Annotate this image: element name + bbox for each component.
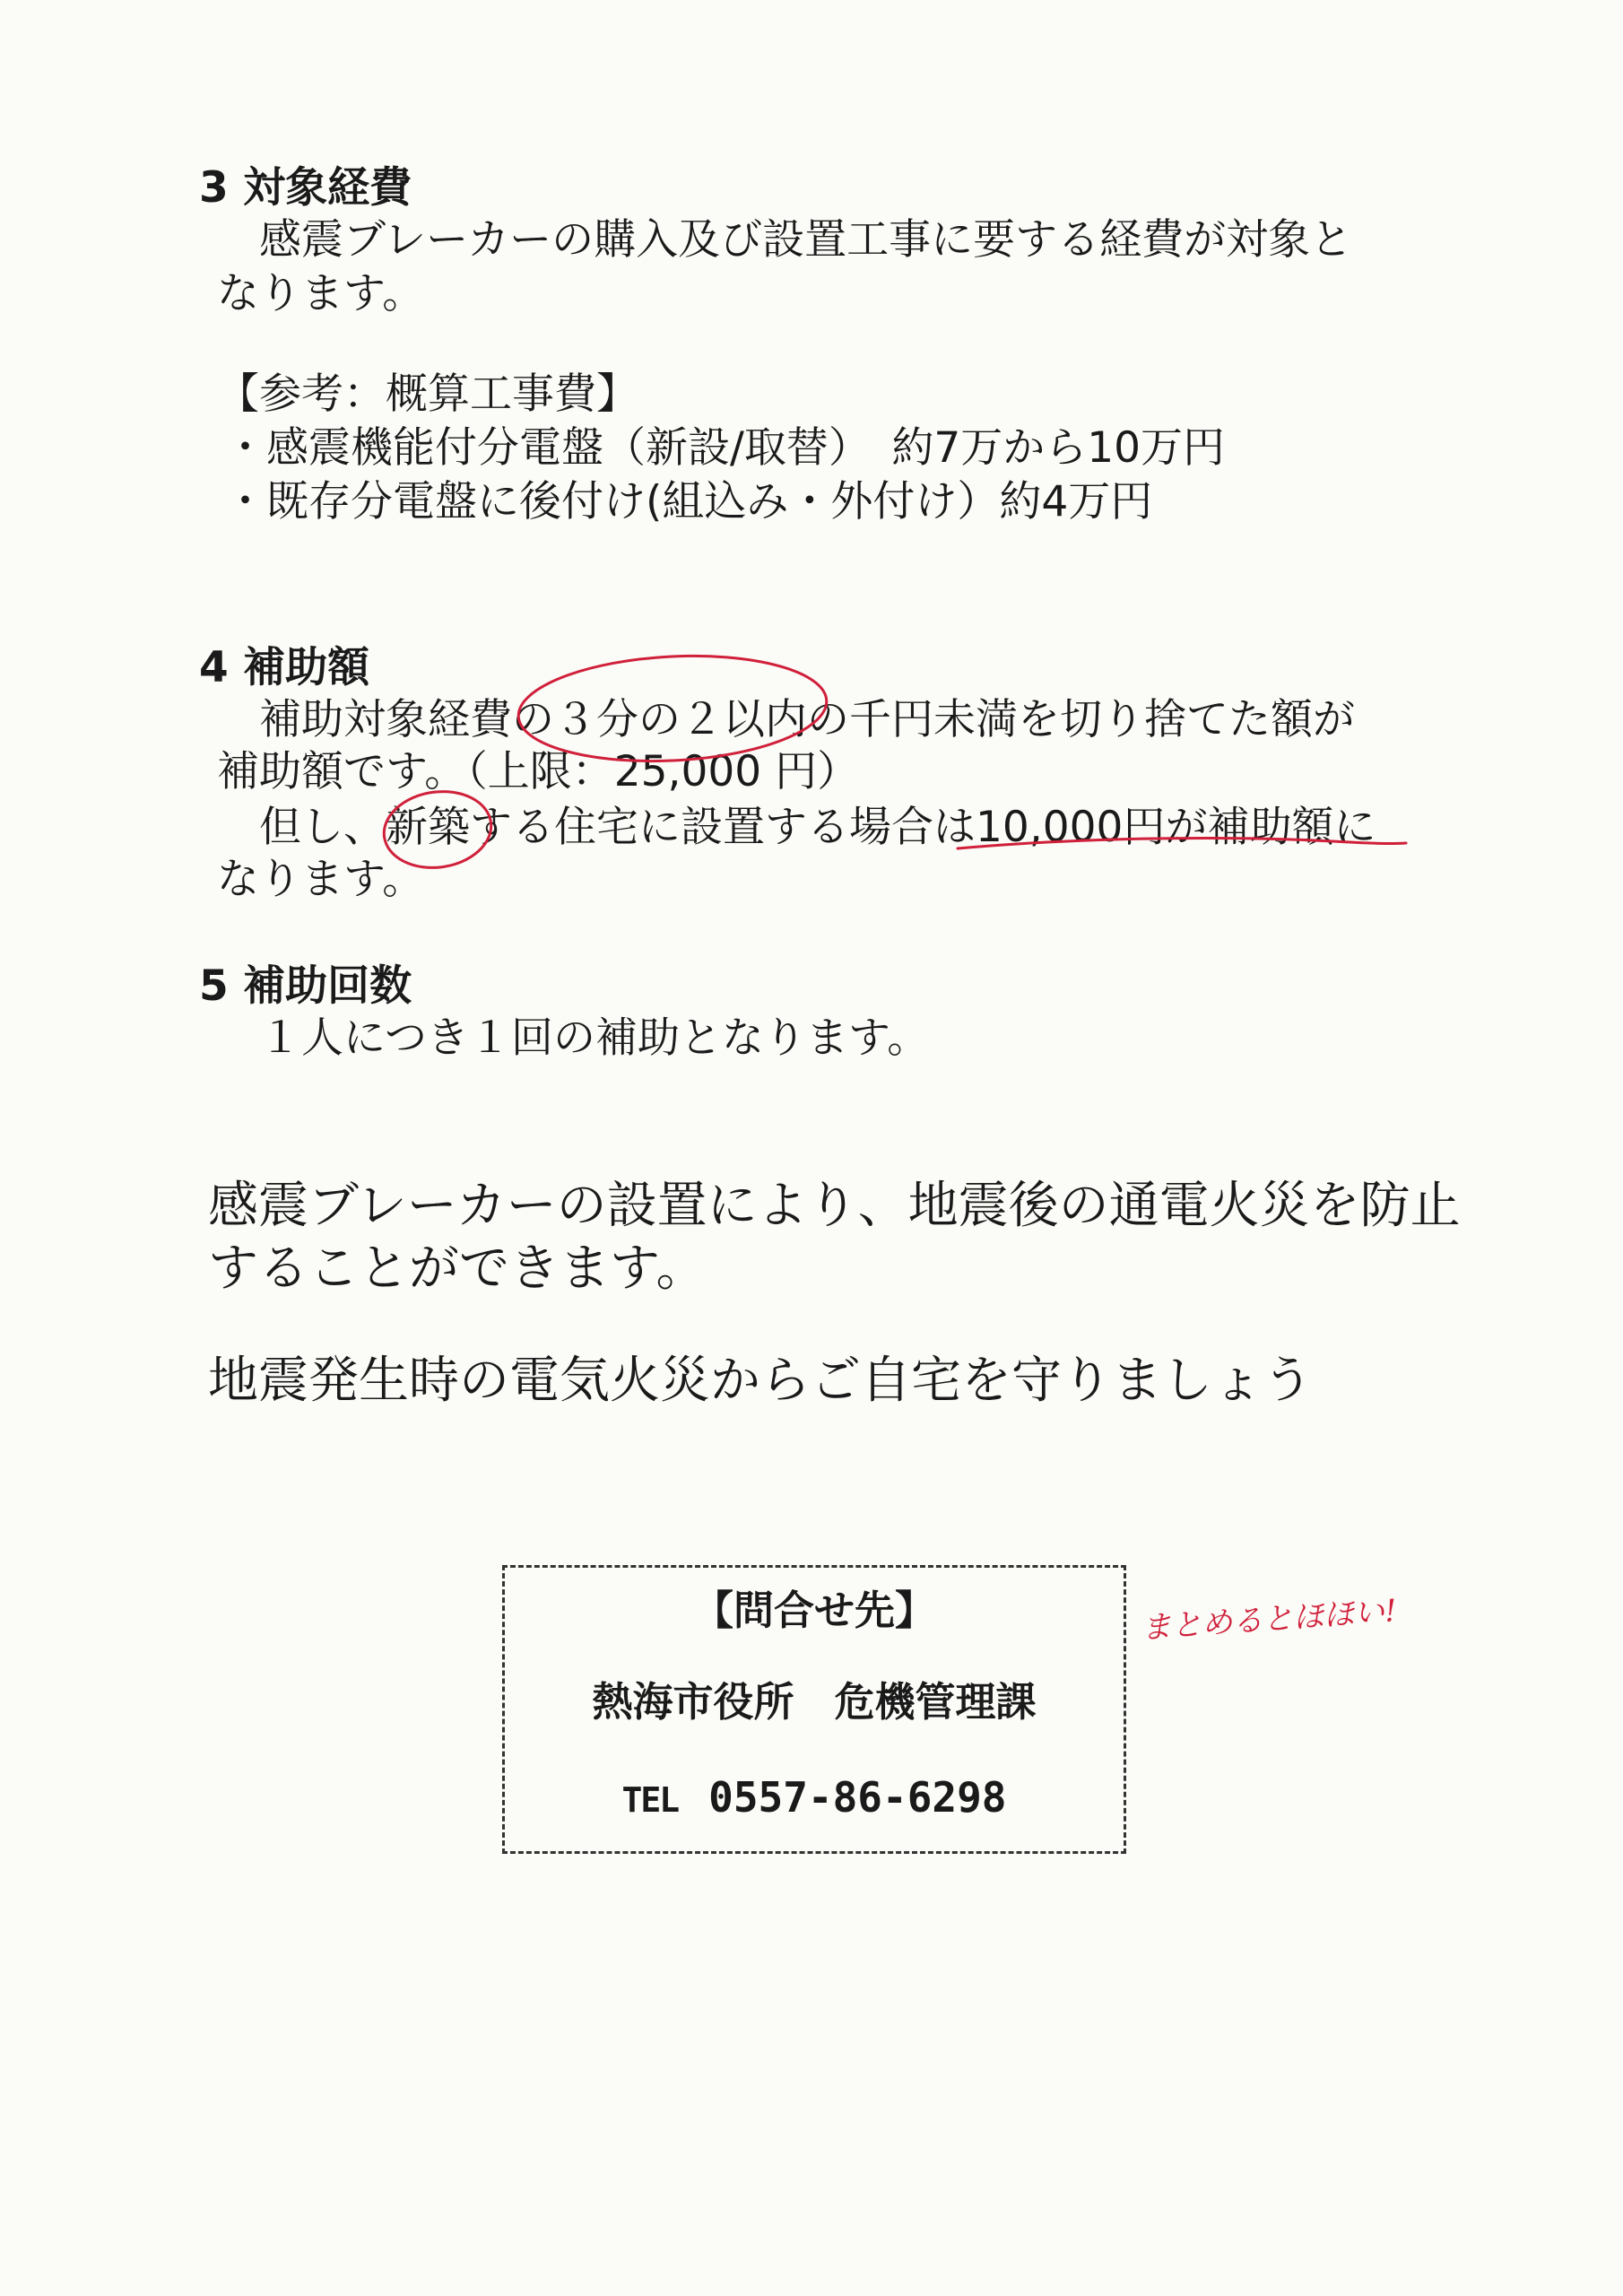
handwritten-note: まとめるとほほい! [1140,1593,1398,1647]
section3-heading: 3 対象経費 [199,163,412,213]
section4-body-line1: 補助対象経費の３分の２以内の千円未満を切り捨てた額が [217,695,1355,744]
section4-body-line4: なります。 [217,855,425,904]
tel-number: 0557-86-6298 [708,1773,1007,1822]
closing-line1: 感震ブレーカーの設置により、地震後の通電火災を防止 [208,1177,1461,1235]
section5-heading: 5 補助回数 [199,961,412,1011]
closing-line2: することができます。 [208,1239,707,1298]
reference-title: 【参考：概算工事費】 [217,370,638,419]
reference-item-1: ・感震機能付分電盤（新設/取替） 約7万から10万円 [224,423,1226,473]
tel-label: TEL [621,1780,679,1820]
contact-tel [505,1772,1124,1825]
reference-item-2: ・既存分電盤に後付け(組込み・外付け）約4万円 [224,477,1153,526]
closing-line3: 地震発生時の電気火災からご自宅を守りましょう [208,1352,1313,1410]
section5-body-line1: １人につき１回の補助となります。 [217,1013,930,1063]
contact-title: 【問合せ先】 [692,1587,935,1634]
contact-box [502,1565,1126,1854]
section3-body-line2: なります。 [217,269,425,318]
section4-body-line2: 補助額です。（上限：25,000 円） [217,747,860,796]
section4-heading: 4 補助額 [199,643,370,692]
contact-office: 熱海市役所 危機管理課 [592,1678,1037,1726]
section3-body-line1: 感震ブレーカーの購入及び設置工事に要する経費が対象と [217,215,1353,265]
section4-body-line3: 但し、新築する住宅に設置する場合は10,000円が補助額に [217,803,1376,852]
